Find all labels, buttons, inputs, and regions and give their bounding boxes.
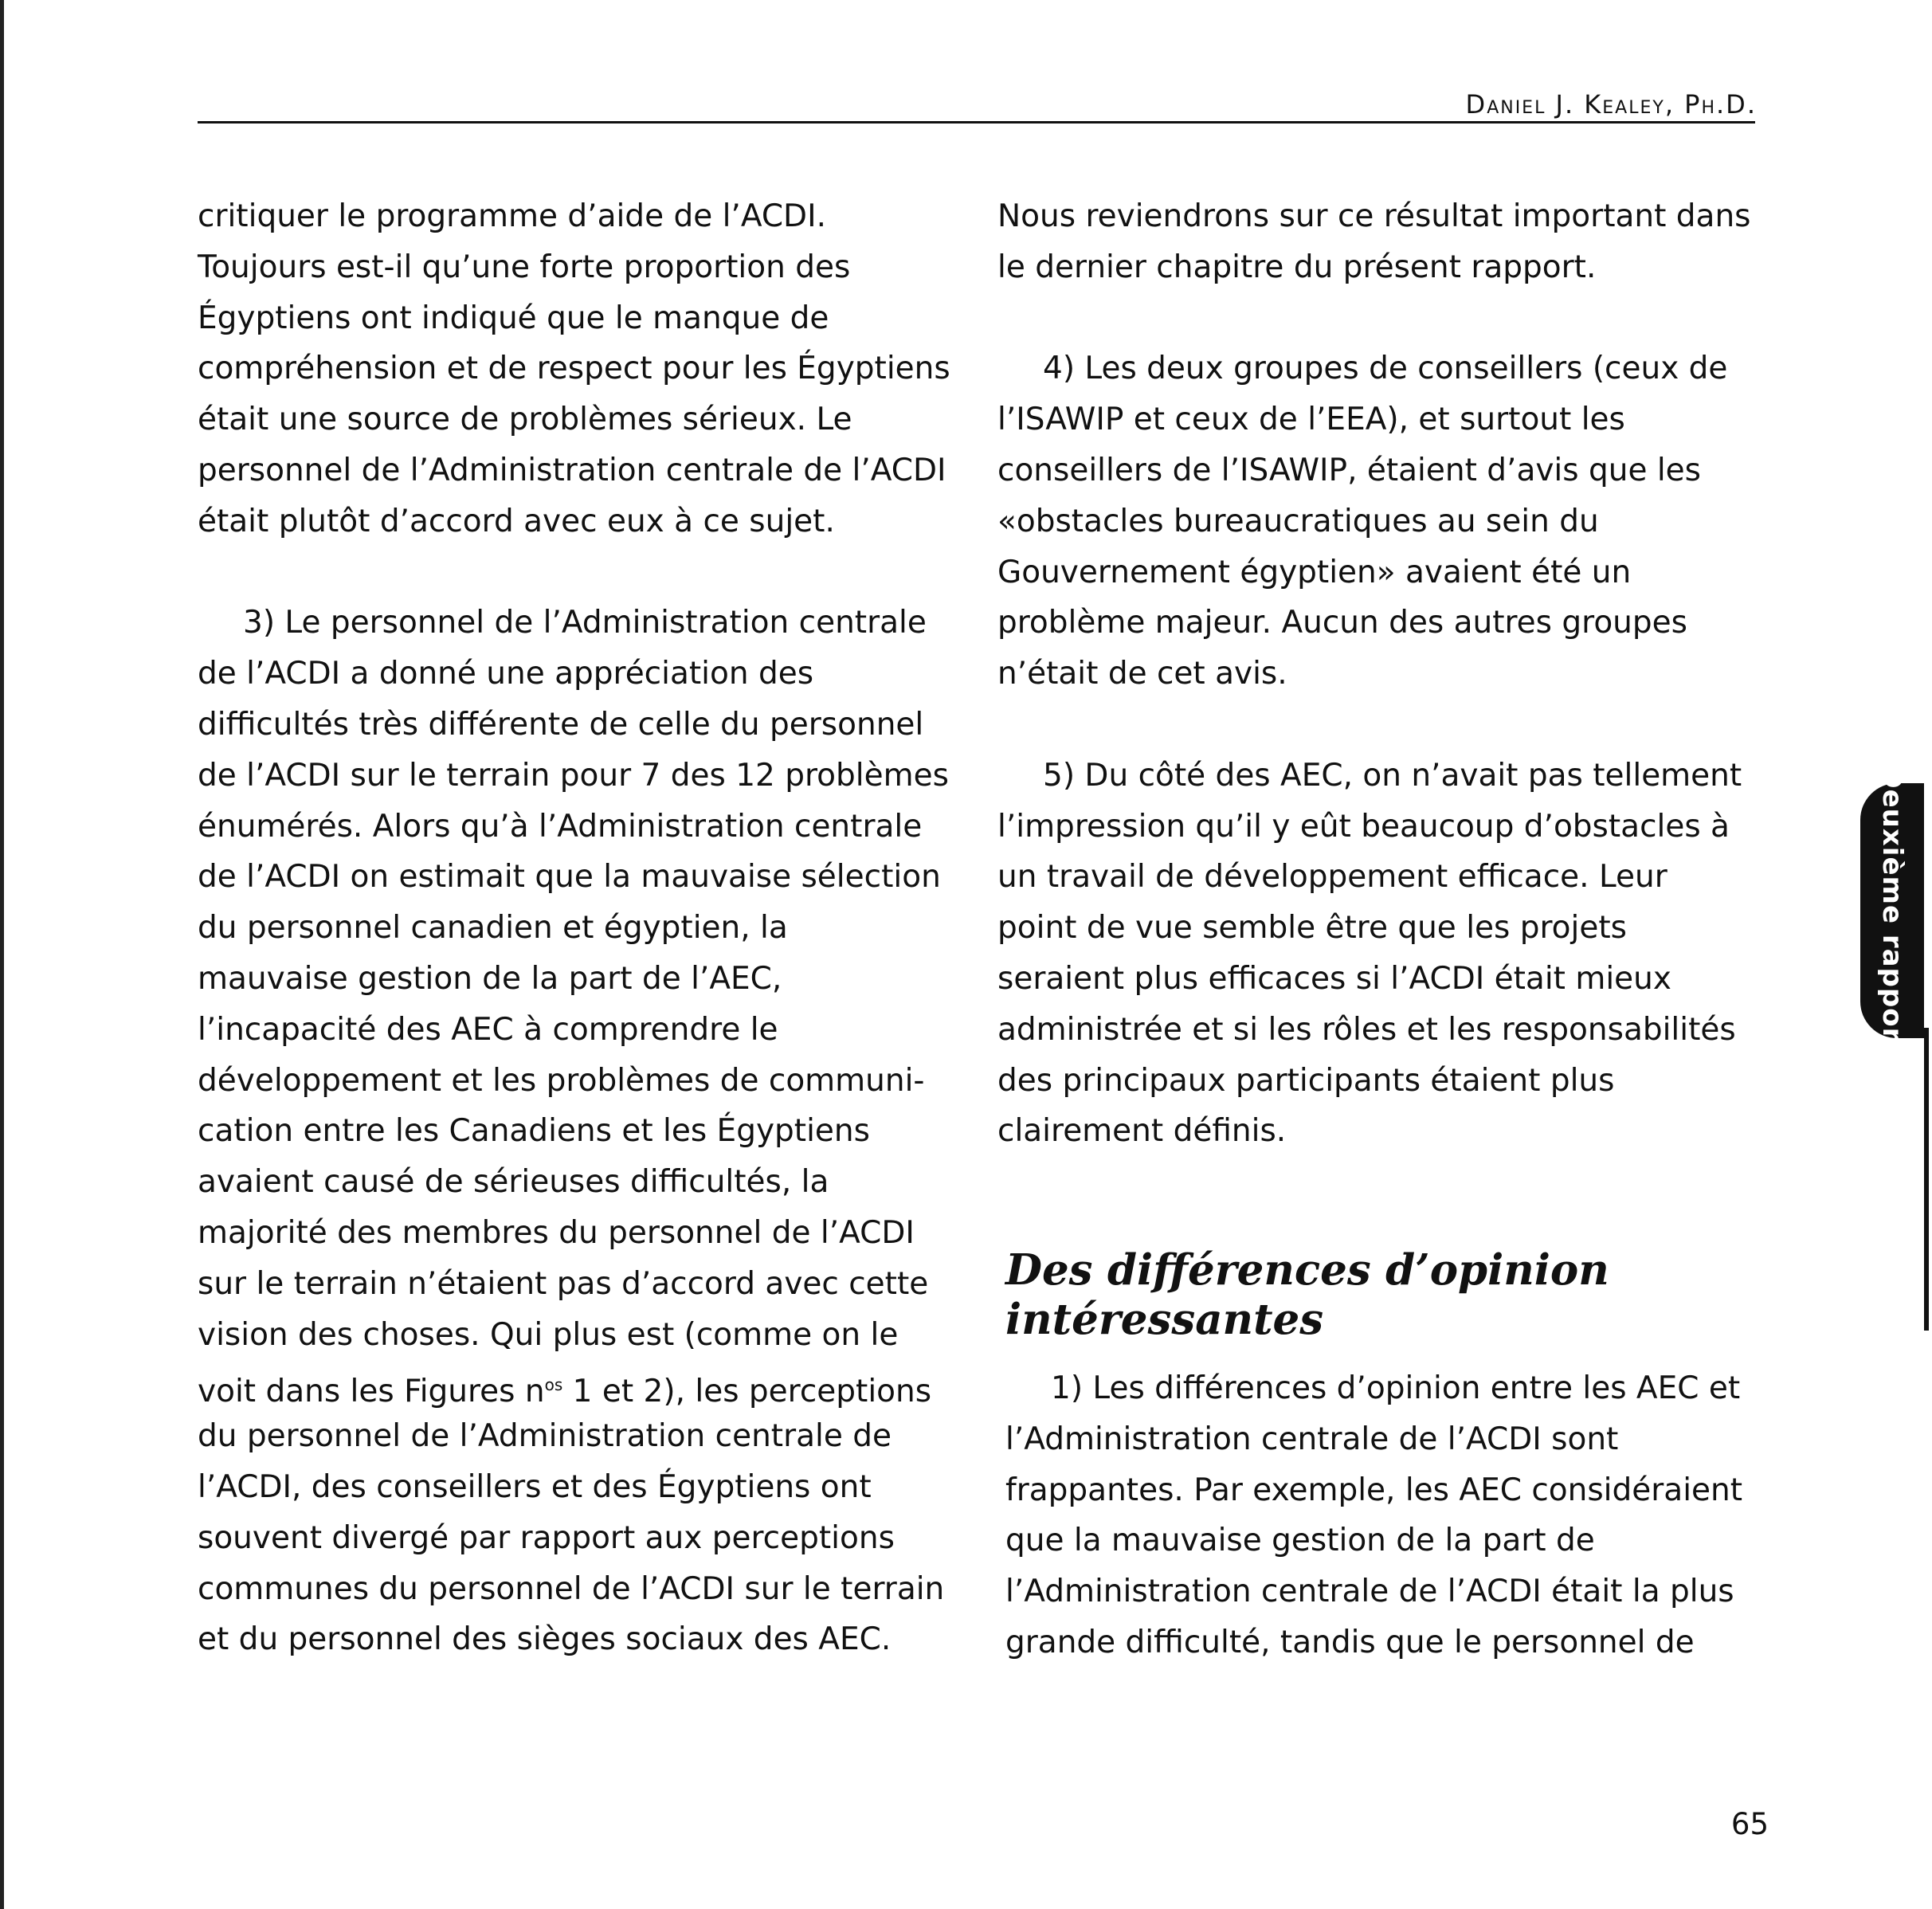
running-header-author: Daniel J. Kealey, Ph.D. — [1465, 89, 1757, 120]
text-line: clairement définis. — [997, 1113, 1287, 1150]
section-heading — [1005, 1245, 1770, 1344]
text-line: sur le terrain n’étaient pas d’accord avec cette — [198, 1265, 929, 1302]
text-line: critiquer le programme d’aide de l’ACDI. — [198, 198, 826, 234]
text-line: Égyptiens ont indiqué que le manque de — [198, 300, 829, 336]
text-line: et du personnel des sièges sociaux des AEC. — [198, 1621, 892, 1658]
section-heading-line: Des différences d’opinion — [1005, 1245, 1609, 1295]
scan-edge — [0, 0, 4, 1909]
text-line: l’Administration centrale de l’ACDI était la plus — [1005, 1574, 1734, 1610]
text-line: vision des choses. Qui plus est (comme on le — [198, 1316, 899, 1353]
text-line: que la mauvaise gestion de la part de — [1005, 1523, 1595, 1559]
section-body — [1005, 1363, 1782, 1668]
right-column — [997, 191, 1774, 1157]
paragraph-gap — [997, 293, 1774, 344]
text-line: l’ISAWIP et ceux de l’EEA), et surtout les — [997, 402, 1625, 438]
text-line: un travail de développement efficace. Leur — [997, 859, 1667, 896]
text-line: du personnel canadien et égyptien, la — [198, 910, 788, 947]
text-line: était plutôt d’accord avec eux à ce sujet. — [198, 503, 835, 539]
text-line: du personnel de l’Administration centrale de — [198, 1418, 892, 1455]
section-heading-line: intéressantes — [1005, 1295, 1324, 1344]
text-line: problème majeur. Aucun des autres groupes — [997, 605, 1687, 641]
text-line: administrée et si les rôles et les responsabilités — [997, 1011, 1736, 1048]
left-column — [198, 191, 974, 1665]
text-line: «obstacles bureaucratiques au sein du — [997, 503, 1599, 539]
text-line: 3) Le personnel de l’Administration centrale — [243, 605, 927, 641]
text-line: développement et les problèmes de communi- — [198, 1062, 925, 1099]
header-rule — [198, 121, 1755, 123]
text-line: l’ACDI, des conseillers et des Égyptiens ont — [198, 1468, 872, 1505]
text-line: Nous reviendrons sur ce résultat important dans — [997, 198, 1751, 234]
text-line: difficultés très différente de celle du personnel — [198, 706, 924, 743]
superscript-nos: os — [544, 1375, 563, 1395]
text-line: l’incapacité des AEC à comprendre le — [198, 1011, 778, 1048]
text-line: conseillers de l’ISAWIP, étaient d’avis que les — [997, 452, 1701, 488]
text-line: grande difficulté, tandis que le personnel de — [1005, 1624, 1695, 1660]
text-line: souvent divergé par rapport aux perceptions — [198, 1519, 895, 1556]
text-line: était une source de problèmes sérieux. Le — [198, 402, 852, 438]
text-line: personnel de l’Administration centrale de l’ACDI — [198, 452, 946, 488]
text-line: communes du personnel de l’ACDI sur le terrain — [198, 1570, 945, 1607]
scan-edge — [1924, 1028, 1929, 1331]
text-line: énumérés. Alors qu’à l’Administration centrale — [198, 808, 923, 845]
text-line: 1) Les différences d’opinion entre les AEC et — [1051, 1370, 1741, 1406]
text-line: Toujours est-il qu’une forte proportion des — [198, 249, 851, 285]
text-line: avaient causé de sérieuses difficultés, la — [198, 1164, 829, 1201]
text-line: de l’ACDI sur le terrain pour 7 des 12 problèmes — [198, 757, 949, 794]
text-line: majorité des membres du personnel de l’ACDI — [198, 1214, 915, 1251]
chapter-tab-label: Deuxième rapport — [1876, 766, 1908, 1056]
text-line: frappantes. Par exemple, les AEC considéraient — [1005, 1472, 1743, 1508]
text-fragment: voit dans les Figures n — [198, 1374, 545, 1410]
text-line: n’était de cet avis. — [997, 656, 1287, 692]
text-line: point de vue semble être que les projets — [997, 910, 1627, 947]
text-line: de l’ACDI a donné une appréciation des — [198, 656, 814, 692]
text-line: compréhension et de respect pour les Égyptiens — [198, 351, 950, 387]
text-line: 5) Du côté des AEC, on n’avait pas tellement — [1043, 757, 1742, 794]
page-number: 65 — [1730, 1807, 1769, 1841]
text-line: cation entre les Canadiens et les Égyptiens — [198, 1113, 870, 1150]
text-line: l’impression qu’il y eût beaucoup d’obstacles à — [997, 808, 1730, 845]
text-line: l’Administration centrale de l’ACDI sont — [1005, 1421, 1619, 1457]
paragraph-gap — [198, 547, 974, 598]
text-line: seraient plus efficaces si l’ACDI était mieux — [997, 960, 1671, 997]
text-line: 4) Les deux groupes de conseillers (ceux de — [1043, 351, 1728, 387]
text-line: le dernier chapitre du présent rapport. — [997, 249, 1597, 285]
text-line: mauvaise gestion de la part de l’AEC, — [198, 960, 782, 997]
text-line: des principaux participants étaient plus — [997, 1062, 1615, 1099]
text-line: de l’ACDI on estimait que la mauvaise sélection — [198, 859, 941, 896]
text-fragment: 1 et 2), les perceptions — [562, 1374, 932, 1410]
paragraph-gap — [997, 700, 1774, 751]
text-line-figures — [198, 1360, 974, 1411]
text-line: Gouvernement égyptien» avaient été un — [997, 554, 1632, 590]
